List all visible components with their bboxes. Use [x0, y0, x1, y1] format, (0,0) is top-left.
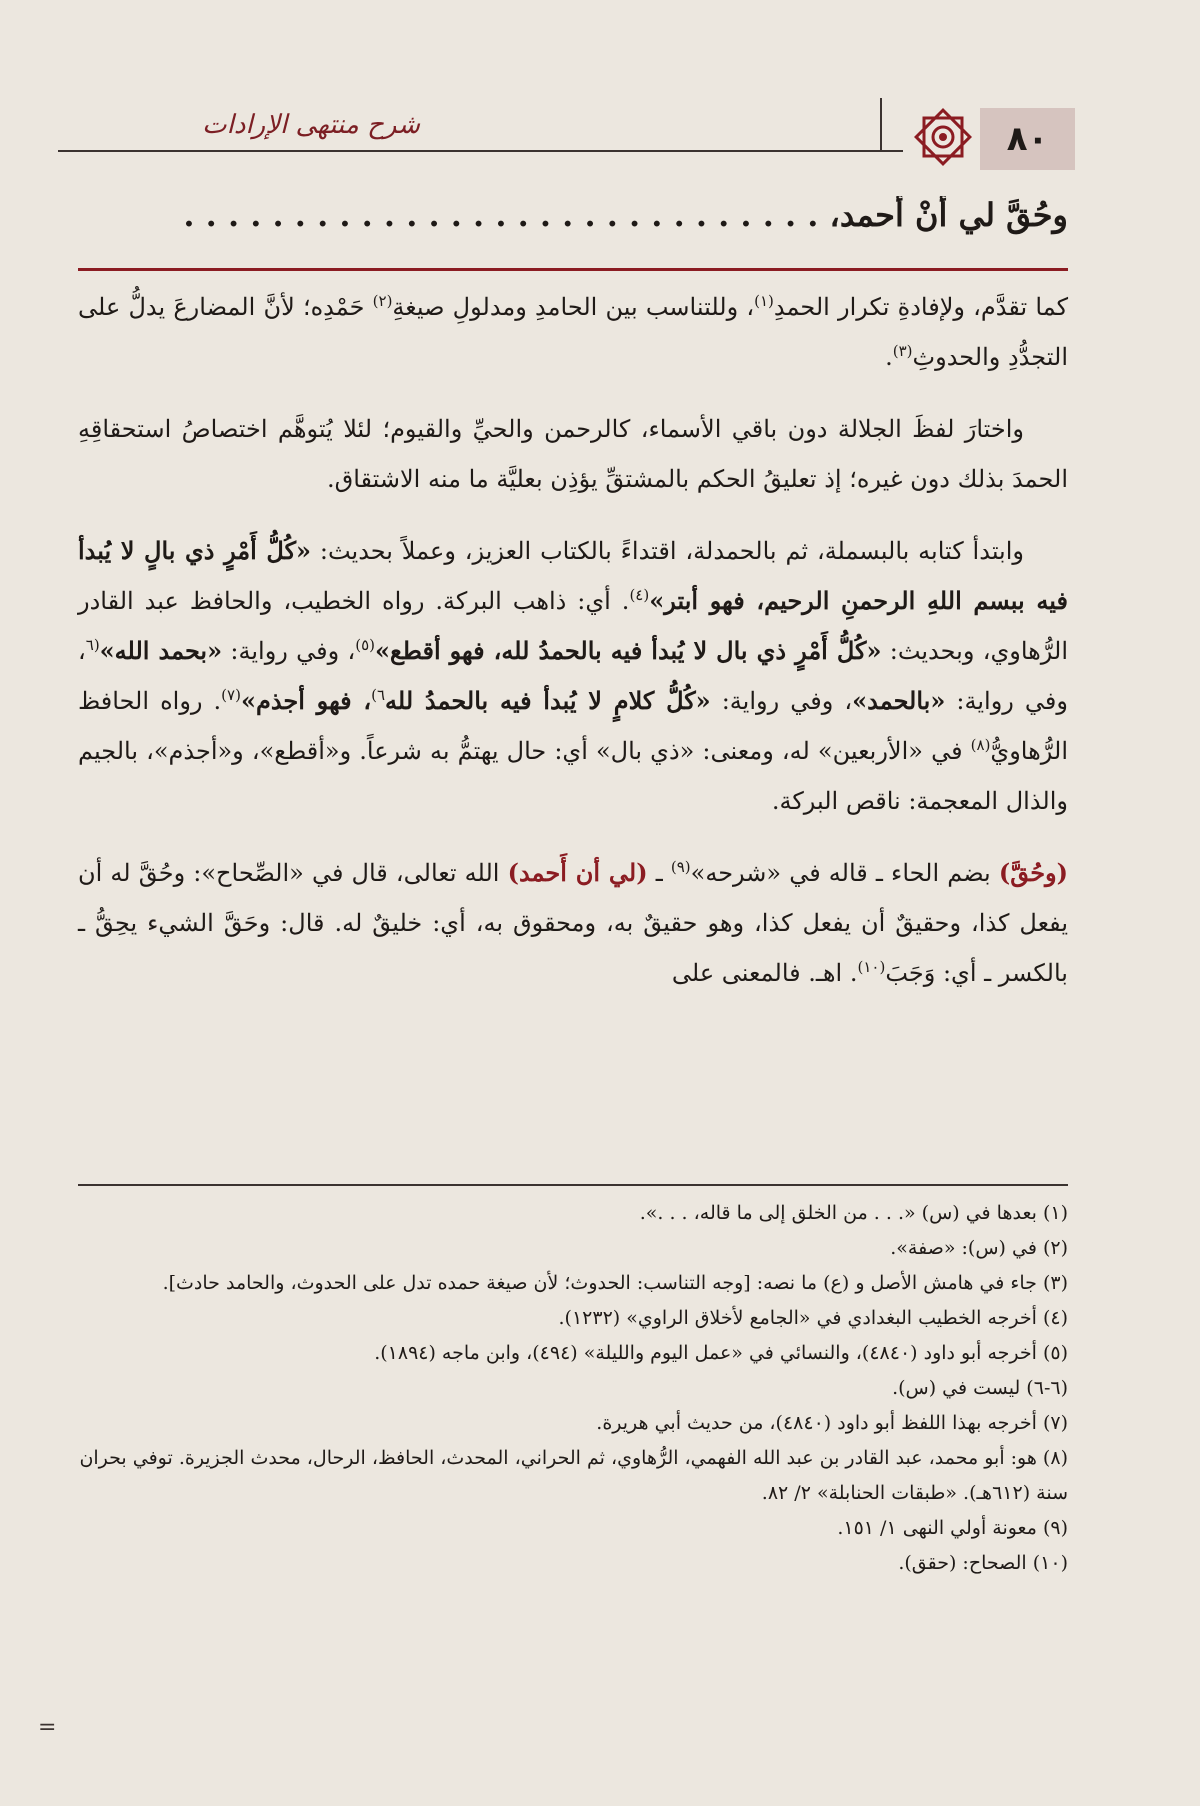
matn-rule: [78, 268, 1068, 271]
paragraph: (وحُقَّ) بضم الحاء ـ قاله في «شرحه»$^{(٩)}$ ـ (لي أن أَحمد) الله تعالى، قال في «الصِّحاح»: وحُقَّ له أن يفعل كذا، وحقيقٌ أن يفعل كذا، وهو حقيقٌ به، ومحقوق به، أي: خليقٌ له. قال: وحَقَّ الشيء يحِقُّ ـ بالكسر ـ أي: وَجَبَ$^{(١٠)}$. اهـ. فالمعنى على: [78, 858, 1068, 987]
header-rule: [58, 150, 903, 152]
rosette-ornament-icon: [910, 104, 976, 170]
paragraph: واختارَ لفظَ الجلالة دون باقي الأسماء، كالرحمن والحيِّ والقيوم؛ لئلا يُتوهَّم اختصاصُ استحقاقِهِ الحمدَ بذلك دون غيره؛ إذ تعليقُ الحكم بالمشتقِّ يؤذِن بعليَّة ما منه الاشتقاق.: [78, 415, 1068, 493]
matn-line: وحُقَّ لي أنْ أحمد، . . . . . . . . . . . . . . . . . . . . . . . . . . . . .: [183, 196, 1068, 234]
header-rule-tick: [880, 98, 882, 152]
footnote-rule: [78, 1184, 1068, 1186]
footnote: (٢) في (س): «صفة».: [890, 1237, 1068, 1259]
margin-mark: =: [38, 1715, 57, 1740]
footnote: (٥) أخرجه أبو داود (٤٨٤٠)، والنسائي في «عمل اليوم والليلة» (٤٩٤)، وابن ماجه (١٨٩٤).: [374, 1342, 1068, 1364]
footnote: (٨) هو: أبو محمد، عبد القادر بن عبد الله الفهمي، الرُّهاوي، ثم الحراني، المحدث، الحافظ، الرحال، محدث الجزيرة. توفي بحران سنة (٦١٢هـ). «طبقات الحنابلة» ٢/ ٨٢.: [79, 1447, 1068, 1504]
footnote: (٦-٦) ليست في (س).: [892, 1377, 1068, 1399]
page-number: ٨٠: [980, 108, 1075, 170]
paragraph: كما تقدَّم، ولإفادةِ تكرار الحمدِ$^{(١)}$، وللتناسب بين الحامدِ ومدلولِ صيغةِ$^{(٢)}$ حَمْدِه؛ لأنَّ المضارعَ يدلُّ على التجدُّدِ والحدوثِ$^{(٣)}$.: [78, 292, 1068, 371]
footnote: (١٠) الصحاح: (حقق).: [898, 1552, 1068, 1574]
running-title: شرح منتهى الإرادات: [202, 110, 420, 140]
footnotes: [78, 1196, 1068, 1581]
paragraph: وابتدأ كتابه بالبسملة، ثم بالحمدلة، اقتداءً بالكتاب العزيز، وعملاً بحديث: «كُلُّ أَمْرٍ ذي بالٍ لا يُبدأ فيه ببسم اللهِ الرحمنِ الرحيم، فهو أبتر»$^{(٤)}$. أي: ذاهب البركة. رواه الخطيب، والحافظ عبد القادر الرُّهاوي، وبحديث: «كُلُّ أَمْرٍ ذي بال لا يُبدأ فيه بالحمدُ لله، فهو أقطع»$^{(٥)}$، وفي رواية: «بحمد الله»$^{(٦}$، وفي رواية: «بالحمد»، وفي رواية: «كُلُّ كلامٍ لا يُبدأ فيه بالحمدُ لله$^{٦)}$، فهو أجذم»$^{(٧)}$. رواه الحافظ الرُّهاويُّ$^{(٨)}$ في «الأربعين» له، ومعنى: «ذي بال» أي: حال يهتمُّ به شرعاً. و«أقطع»، و«أجذم»، بالجيم والذال المعجمة: ناقص البركة.: [78, 536, 1069, 815]
footnote: (٩) معونة أولي النهى ١/ ١٥١.: [837, 1517, 1068, 1539]
footnote: (١) بعدها في (س) «. . . من الخلق إلى ما قاله، . . .».: [639, 1202, 1068, 1224]
commentary-body: [78, 282, 1068, 1020]
footnote: (٣) جاء في هامش الأصل و (ع) ما نصه: [وجه التناسب: الحدوث؛ لأن صيغة حمده تدل على الحدوث، والحامد حادث].: [162, 1272, 1068, 1294]
footnote: (٧) أخرجه بهذا اللفظ أبو داود (٤٨٤٠)، من حديث أبي هريرة.: [596, 1412, 1068, 1434]
footnote: (٤) أخرجه الخطيب البغدادي في «الجامع لأخلاق الراوي» (١٢٣٢).: [558, 1307, 1068, 1329]
